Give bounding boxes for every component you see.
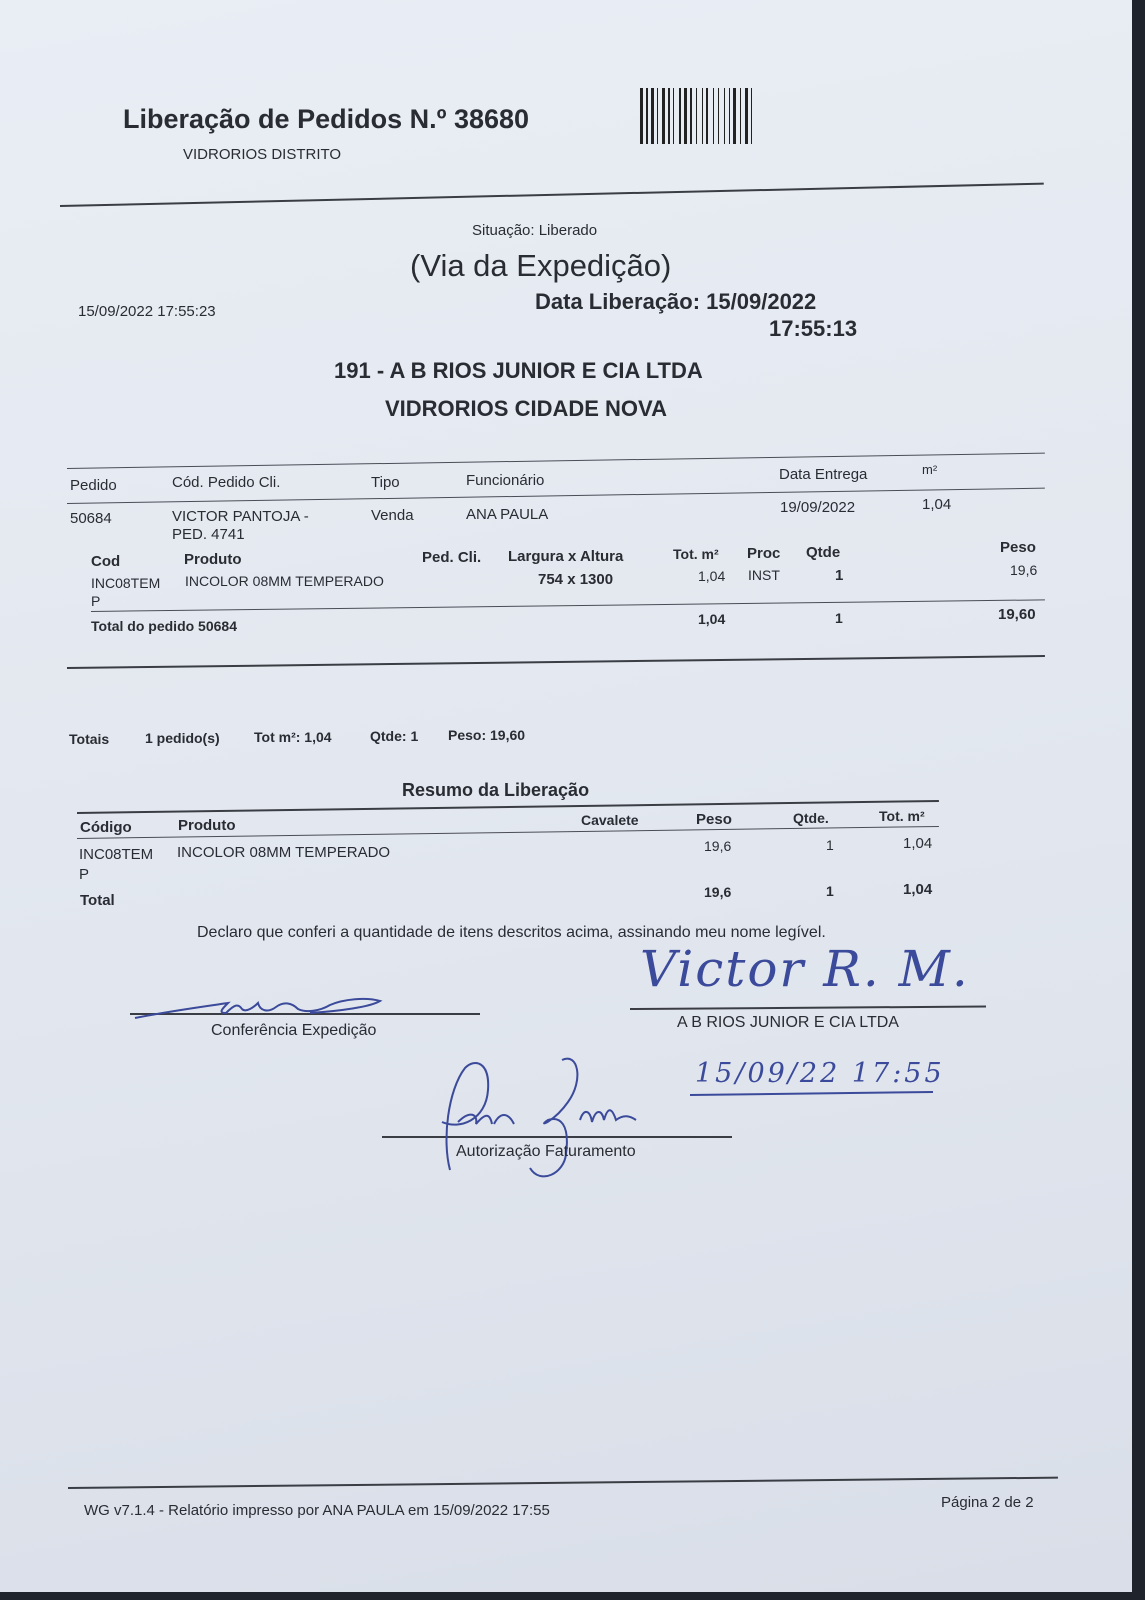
col-ped-cli: Ped. Cli. — [422, 549, 482, 566]
totais-qtde: Qtde: 1 — [370, 728, 419, 744]
order-total-m2: 1,04 — [698, 611, 726, 627]
item-tot-m2: 1,04 — [698, 568, 726, 584]
resumo-total-peso: 19,6 — [704, 884, 732, 900]
client-signature-text: Victor R. M. — [640, 940, 970, 998]
autorizacao-signature — [430, 1050, 660, 1185]
order-funcionario: ANA PAULA — [466, 506, 549, 523]
item-produto: INCOLOR 08MM TEMPERADO — [185, 573, 384, 589]
order-cod-cli-1: VICTOR PANTOJA - — [172, 508, 309, 525]
col-funcionario: Funcionário — [466, 472, 545, 489]
order-total-qtde: 1 — [835, 610, 843, 626]
totais-pedidos: 1 pedido(s) — [145, 730, 220, 746]
col-pedido: Pedido — [70, 477, 117, 494]
resumo-col-produto: Produto — [178, 817, 236, 834]
declaration-text: Declaro que conferi a quantidade de itens descritos acima, assinando meu nome legível. — [197, 924, 826, 941]
item-dimensoes: 754 x 1300 — [538, 571, 614, 588]
order-total-label: Total do pedido 50684 — [91, 618, 237, 634]
col-cod: Cod — [91, 553, 121, 570]
resumo-row-produto: INCOLOR 08MM TEMPERADO — [177, 844, 391, 861]
order-total-peso: 19,60 — [998, 606, 1036, 623]
col-tipo: Tipo — [371, 474, 400, 491]
resumo-col-codigo: Código — [80, 819, 132, 836]
resumo-row-codigo-1: INC08TEM — [79, 846, 154, 863]
data-liberacao: Data Liberação: 15/09/2022 — [535, 289, 817, 314]
order-m2: 1,04 — [922, 496, 952, 513]
client-store: VIDRORIOS CIDADE NOVA — [385, 396, 667, 421]
resumo-row-qtde: 1 — [826, 837, 834, 853]
resumo-col-qtde: Qtde. — [793, 810, 829, 826]
item-proc: INST — [748, 567, 780, 583]
col-tot-m2: Tot. m² — [673, 546, 719, 562]
conferencia-label: Conferência Expedição — [211, 1022, 377, 1039]
header-divider — [60, 183, 1044, 207]
situacao-label: Situação: Liberado — [472, 222, 598, 239]
document-title: Liberação de Pedidos N.º 38680 — [123, 104, 530, 134]
order-tipo: Venda — [371, 507, 414, 524]
col-cod-pedido-cli: Cód. Pedido Cli. — [172, 474, 281, 491]
via-label: (Via da Expedição) — [410, 248, 672, 283]
item-peso: 19,6 — [1010, 562, 1038, 578]
resumo-col-peso: Peso — [696, 811, 732, 828]
order-section-divider — [67, 655, 1045, 669]
barcode-image — [638, 88, 814, 146]
col-m2: m² — [922, 462, 938, 477]
handwritten-date-text: 15/09/22 17:55 — [695, 1058, 945, 1089]
item-qtde: 1 — [835, 567, 844, 584]
item-underline — [91, 599, 1045, 612]
handwritten-date — [695, 1058, 945, 1089]
totais-label: Totais — [69, 731, 110, 747]
footer-page-number: Página 2 de 2 — [941, 1494, 1034, 1511]
autorizacao-label: Autorização Faturamento — [456, 1143, 636, 1160]
order-table-top-line — [67, 453, 1045, 469]
client-name: 191 - A B RIOS JUNIOR E CIA LTDA — [334, 358, 703, 383]
client-signature — [640, 940, 970, 998]
footer-divider — [68, 1477, 1058, 1489]
resumo-total-label: Total — [80, 892, 115, 909]
order-cod-cli-2: PED. 4741 — [172, 526, 245, 543]
resumo-row-tot-m2: 1,04 — [903, 835, 933, 852]
totais-m2: Tot m²: 1,04 — [254, 729, 332, 745]
print-datetime: 15/09/2022 17:55:23 — [78, 303, 216, 320]
col-data-entrega: Data Entrega — [779, 466, 868, 483]
handwritten-date-underline — [688, 1090, 948, 1100]
resumo-total-qtde: 1 — [826, 883, 834, 899]
footer-left: WG v7.1.4 - Relatório impresso por ANA PAULA em 15/09/2022 17:55 — [84, 1502, 550, 1519]
company-subtitle: VIDRORIOS DISTRITO — [183, 146, 342, 163]
resumo-col-tot-m2: Tot. m² — [879, 808, 925, 824]
col-peso: Peso — [1000, 539, 1036, 556]
col-proc: Proc — [747, 545, 781, 562]
col-qtde: Qtde — [806, 544, 841, 561]
resumo-row-codigo-2: P — [79, 866, 90, 883]
totais-peso: Peso: 19,60 — [448, 727, 526, 743]
col-produto: Produto — [184, 551, 242, 568]
data-liberacao-time: 17:55:13 — [769, 316, 858, 341]
item-cod-1: INC08TEM — [91, 575, 161, 591]
client-signature-label: A B RIOS JUNIOR E CIA LTDA — [677, 1014, 899, 1031]
client-signature-line — [630, 1006, 986, 1010]
resumo-title: Resumo da Liberação — [402, 780, 590, 800]
resumo-total-tot-m2: 1,04 — [903, 881, 933, 898]
item-cod-2: P — [91, 593, 101, 609]
order-data-entrega: 19/09/2022 — [780, 499, 856, 516]
resumo-col-cavalete: Cavalete — [581, 812, 639, 828]
conferencia-signature — [130, 985, 390, 1025]
resumo-row-peso: 19,6 — [704, 838, 732, 854]
order-pedido: 50684 — [70, 510, 112, 527]
col-dimensoes: Largura x Altura — [508, 548, 624, 565]
